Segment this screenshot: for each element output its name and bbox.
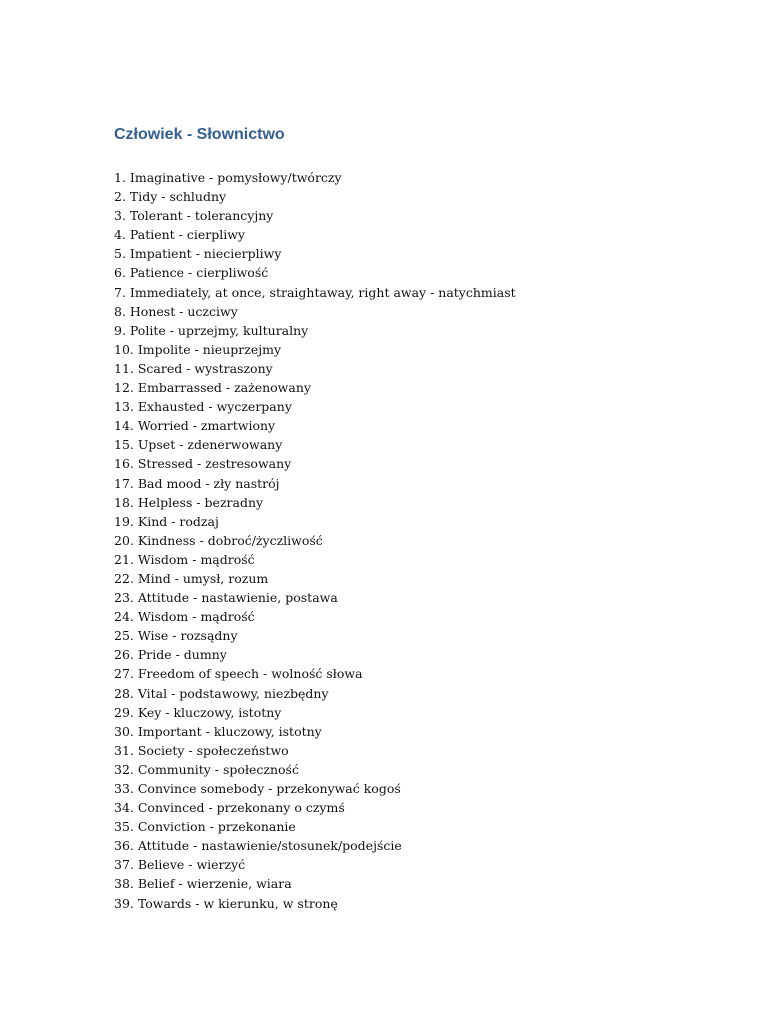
list-item: 21. Wisdom - mądrość xyxy=(114,551,255,567)
list-item: 38. Belief - wierzenie, wiara xyxy=(114,876,292,892)
list-item: 28. Vital - podstawowy, niezbędny xyxy=(114,685,329,701)
list-item: 29. Key - kluczowy, istotny xyxy=(114,704,282,720)
list-item: 26. Pride - dumny xyxy=(114,647,227,663)
list-item: 3. Tolerant - tolerancyjny xyxy=(114,208,274,224)
list-item: 6. Patience - cierpliwość xyxy=(114,265,269,281)
list-item: 2. Tidy - schludny xyxy=(114,189,227,205)
document-page xyxy=(114,124,714,913)
list-item: 13. Exhausted - wyczerpany xyxy=(114,399,292,415)
list-item: 11. Scared - wystraszony xyxy=(114,360,273,376)
list-item: 27. Freedom of speech - wolność słowa xyxy=(114,666,363,682)
list-item: 24. Wisdom - mądrość xyxy=(114,609,255,625)
list-item: 30. Important - kluczowy, istotny xyxy=(114,723,322,739)
list-item: 25. Wise - rozsądny xyxy=(114,628,238,644)
list-item: 16. Stressed - zestresowany xyxy=(114,456,292,472)
list-item: 1. Imaginative - pomysłowy/twórczy xyxy=(114,170,342,185)
list-item: 7. Immediately, at once, straightaway, right away - natychmiast xyxy=(114,284,516,300)
list-item: 33. Convince somebody - przekonywać kogoś xyxy=(114,781,401,796)
list-item: 9. Polite - uprzejmy, kulturalny xyxy=(114,322,309,338)
list-item: 34. Convinced - przekonany o czymś xyxy=(114,800,345,816)
list-item: 14. Worried - zmartwiony xyxy=(114,418,276,434)
list-item: 10. Impolite - nieuprzejmy xyxy=(114,341,282,357)
list-item: 31. Society - społeczeństwo xyxy=(114,742,289,758)
list-item: 18. Helpless - bezradny xyxy=(114,494,264,510)
vocabulary-list xyxy=(114,168,714,913)
list-item: 15. Upset - zdenerwowany xyxy=(114,437,283,453)
list-item: 36. Attitude - nastawienie/stosunek/podejście xyxy=(114,838,402,854)
list-item: 37. Believe - wierzyć xyxy=(114,857,246,873)
document-title: Człowiek - Słownictwo xyxy=(114,126,285,143)
list-item: 39. Towards - w kierunku, w stronę xyxy=(114,895,338,911)
list-item: 5. Impatient - niecierpliwy xyxy=(114,246,282,262)
list-item: 22. Mind - umysł, rozum xyxy=(114,570,269,586)
list-item: 17. Bad mood - zły nastrój xyxy=(114,475,280,491)
list-item: 8. Honest - uczciwy xyxy=(114,303,238,319)
list-item: 4. Patient - cierpliwy xyxy=(114,227,245,243)
list-item: 12. Embarrassed - zażenowany xyxy=(114,380,311,396)
list-item: 23. Attitude - nastawienie, postawa xyxy=(114,590,338,606)
list-item: 32. Community - społeczność xyxy=(114,761,299,777)
list-item: 20. Kindness - dobroć/życzliwość xyxy=(114,532,323,548)
list-item: 35. Conviction - przekonanie xyxy=(114,819,296,835)
list-item: 19. Kind - rodzaj xyxy=(114,513,219,529)
